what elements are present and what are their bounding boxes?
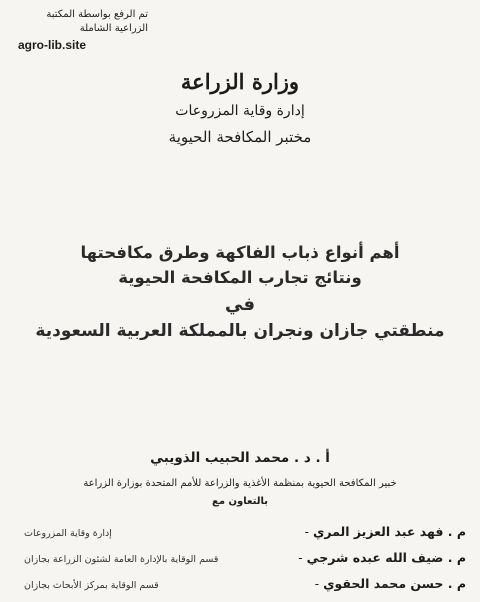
collaborator-row xyxy=(18,576,466,602)
cooperation-label: بالتعاون مع xyxy=(211,496,268,507)
author-description: خبير المكافحة الحيوية بمنظمة الأغذية والزراعة للأمم المتحدة بوزارة الزراعة xyxy=(83,478,397,489)
lab-name: مختبر المكافحة الحيوية xyxy=(168,128,312,146)
collaborator-separator: - xyxy=(304,525,309,539)
collaborator-role: قسم الوقاية بالإدارة العامة لشئون الزراعة بجازان xyxy=(24,554,219,565)
author-name: أ . د . محمد الحبيب الذويبي xyxy=(150,450,330,466)
upload-note xyxy=(18,8,148,52)
ministry-name: وزارة الزراعة xyxy=(180,69,300,94)
author-block xyxy=(20,448,460,510)
collaborator-name: م . فهد عبد العزيز المري xyxy=(312,524,466,539)
collaborator-role: إدارة وقاية المزروعات xyxy=(24,528,112,539)
collaborator-row xyxy=(18,550,466,576)
upload-note-line2: الزراعية الشاملة xyxy=(79,23,148,34)
book-title xyxy=(30,240,450,344)
collaborator-separator: - xyxy=(314,577,320,591)
upload-note-line1: تم الرفع بواسطة المكتبة xyxy=(46,9,148,20)
department-name: إدارة وقاية المزروعات xyxy=(175,103,305,119)
title-line-4: منطقتي جازان ونجران بالمملكة العربية السعودية xyxy=(35,321,445,341)
title-line-1: أهم أنواع ذباب الفاكهة وطرق مكافحتها xyxy=(80,243,400,262)
ministry-header xyxy=(120,68,360,148)
title-line-2: ونتائج تجارب المكافحة الحيوية xyxy=(118,268,362,287)
collaborator-name: م . ضيف الله عبده شرجي xyxy=(306,550,466,565)
collaborator-role: قسم الوقاية بمركز الأبحاث بجازان xyxy=(24,580,159,591)
collaborators-list xyxy=(18,524,466,602)
collaborator-separator: - xyxy=(298,551,303,565)
title-line-3: في xyxy=(225,294,255,315)
collaborator-name: م . حسن محمد الحقوي xyxy=(323,576,466,591)
collaborator-row xyxy=(18,524,466,550)
upload-site-link[interactable]: agro-lib.site xyxy=(18,38,87,52)
